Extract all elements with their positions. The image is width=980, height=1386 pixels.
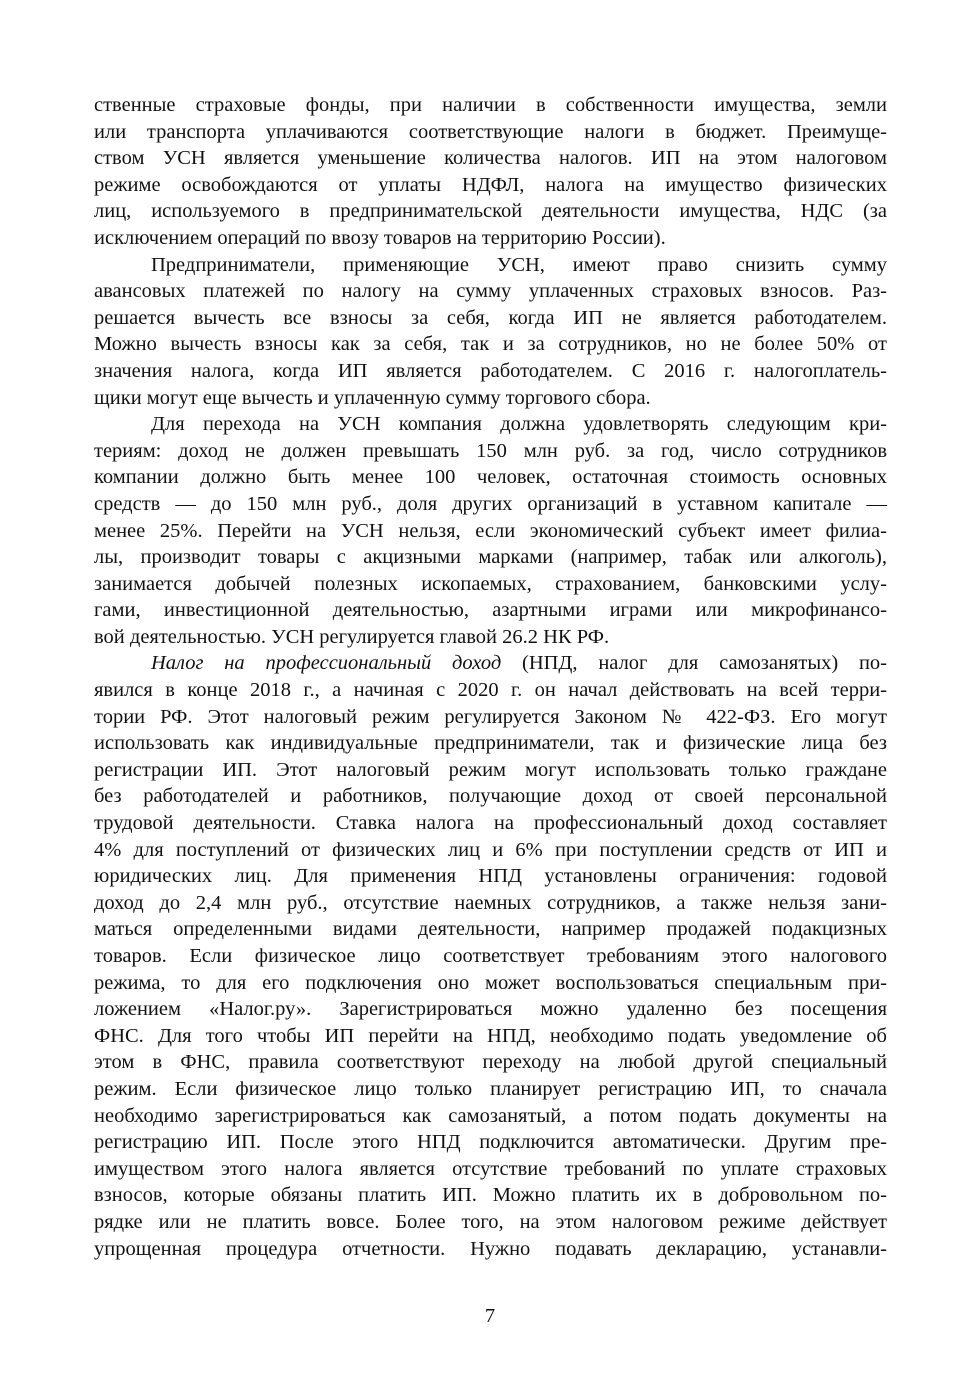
text-line: доход до 2,4 млн руб., отсутствие наемных сотрудников, а также нельзя зани- [94,891,887,914]
text-line: авансовых платежей по налогу на сумму уплаченных страховых взносов. Раз- [94,280,887,303]
text-line: щики могут еще вычесть и уплаченную сумму торгового сбора. [94,386,651,409]
text-line: этом в ФНС, правила соответствуют переходу на любой другой специальный [94,1051,887,1074]
text-line: явился в конце 2018 г., а начиная с 2020 г. он начал действовать на всей терри- [94,679,887,702]
text-line: средств — до 150 млн руб., доля других организаций в уставном капитале — [94,492,887,515]
text-line: необходимо зарегистрироваться как самозанятый, а потом подать документы на [94,1104,887,1127]
paragraph [94,411,887,650]
text-line: компании должно быть менее 100 человек, остаточная стоимость основных [94,466,887,489]
text-line: регистрацию ИП. После этого НПД подключится автоматически. Другим пре- [94,1131,887,1154]
text-line: регистрации ИП. Этот налоговый режим могут использовать только граждане [94,758,887,781]
text-line: юридических лиц. Для применения НПД установлены ограничения: годовой [94,865,887,888]
text-line: упрощенная процедура отчетности. Нужно подавать декларацию, устанавли- [94,1237,887,1260]
text-line: ством УСН является уменьшение количества налогов. ИП на этом налоговом [94,147,887,170]
text-line: 4% для поступлений от физических лиц и 6% при поступлении средств от ИП и [94,838,887,861]
text-line: товаров. Если физическое лицо соответствует требованиям этого налогового [94,945,887,967]
text-line: значения налога, когда ИП является работодателем. С 2016 г. налогоплатель- [94,359,887,382]
text-line: занимается добычей полезных ископаемых, страхованием, банковскими услу- [94,572,887,595]
text-line: имуществом этого налога является отсутствие требований по уплате страховых [94,1157,887,1180]
text-line: решается вычесть все взносы за себя, когда ИП не является работодателем. [94,306,887,329]
text-line: использовать как индивидуальные предприниматели, так и физические лица без [94,732,887,755]
paragraph [94,252,887,412]
text-line: лиц, используемого в предпринимательской деятельности имущества, НДС (за [94,200,887,223]
page-number: 7 [484,1305,496,1327]
text-line: Для перехода на УСН компания должна удовлетворять следующим кри- [151,413,887,436]
text-line: или транспорта уплачиваются соответствующие налоги в бюджет. Преимуще- [94,120,887,143]
text-line: Можно вычесть взносы как за себя, так и за сотрудников, но не более 50% от [94,333,887,356]
text-line: териям: доход не должен превышать 150 млн руб. за год, число сотрудников [94,439,887,462]
text-line: ственные страховые фонды, при наличии в собственности имущества, земли [94,94,887,116]
text-line: гами, инвестиционной деятельностью, азартными играми или микрофинансо- [94,599,887,622]
page-body [94,92,887,1262]
text-line: трудовой деятельности. Ставка налога на профессиональный доход составляет [94,812,887,835]
text-line: рядке или не платить вовсе. Более того, на этом налоговом режиме действует [94,1210,887,1233]
text-line: ФНС. Для того чтобы ИП перейти на НПД, необходимо подать уведомление об [94,1024,887,1047]
text-line: менее 25%. Перейти на УСН нельзя, если экономический субъект имеет филиа- [94,519,887,542]
text-line: Предприниматели, применяющие УСН, имеют право снизить сумму [151,253,887,276]
paragraph [94,92,887,252]
text-line: исключением операций по ввозу товаров на территорию России). [94,226,666,249]
text-line: взносов, которые обязаны платить ИП. Можно платить их в добровольном по- [94,1184,887,1207]
text-line: ложением «Налог.ру». Зарегистрироваться можно удаленно без посещения [94,998,887,1021]
text-line: лы, производит товары с акцизными марками (например, табак или алкоголь), [94,546,887,569]
text-line: без работодателей и работников, получающие доход от своей персональной [94,785,887,808]
text-line: маться определенными видами деятельности, например продажей подакцизных [94,918,887,941]
text-line: режима, то для его подключения оно может воспользоваться специальным при- [94,971,887,994]
paragraph [94,650,887,1262]
text-line: вой деятельностью. УСН регулируется главой 26.2 НК РФ. [94,625,610,648]
text-line: режим. Если физическое лицо только планирует регистрацию ИП, то сначала [94,1077,887,1100]
text-line: Налог на профессиональный доход (НПД, налог для самозанятых) по- [151,652,887,675]
text-line: тории РФ. Этот налоговый режим регулируется Законом № 422-ФЗ. Его могут [94,705,887,728]
italic-term: Налог на профессиональный доход [151,652,502,675]
text-line: режиме освобождаются от уплаты НДФЛ, налога на имущество физических [94,173,887,196]
